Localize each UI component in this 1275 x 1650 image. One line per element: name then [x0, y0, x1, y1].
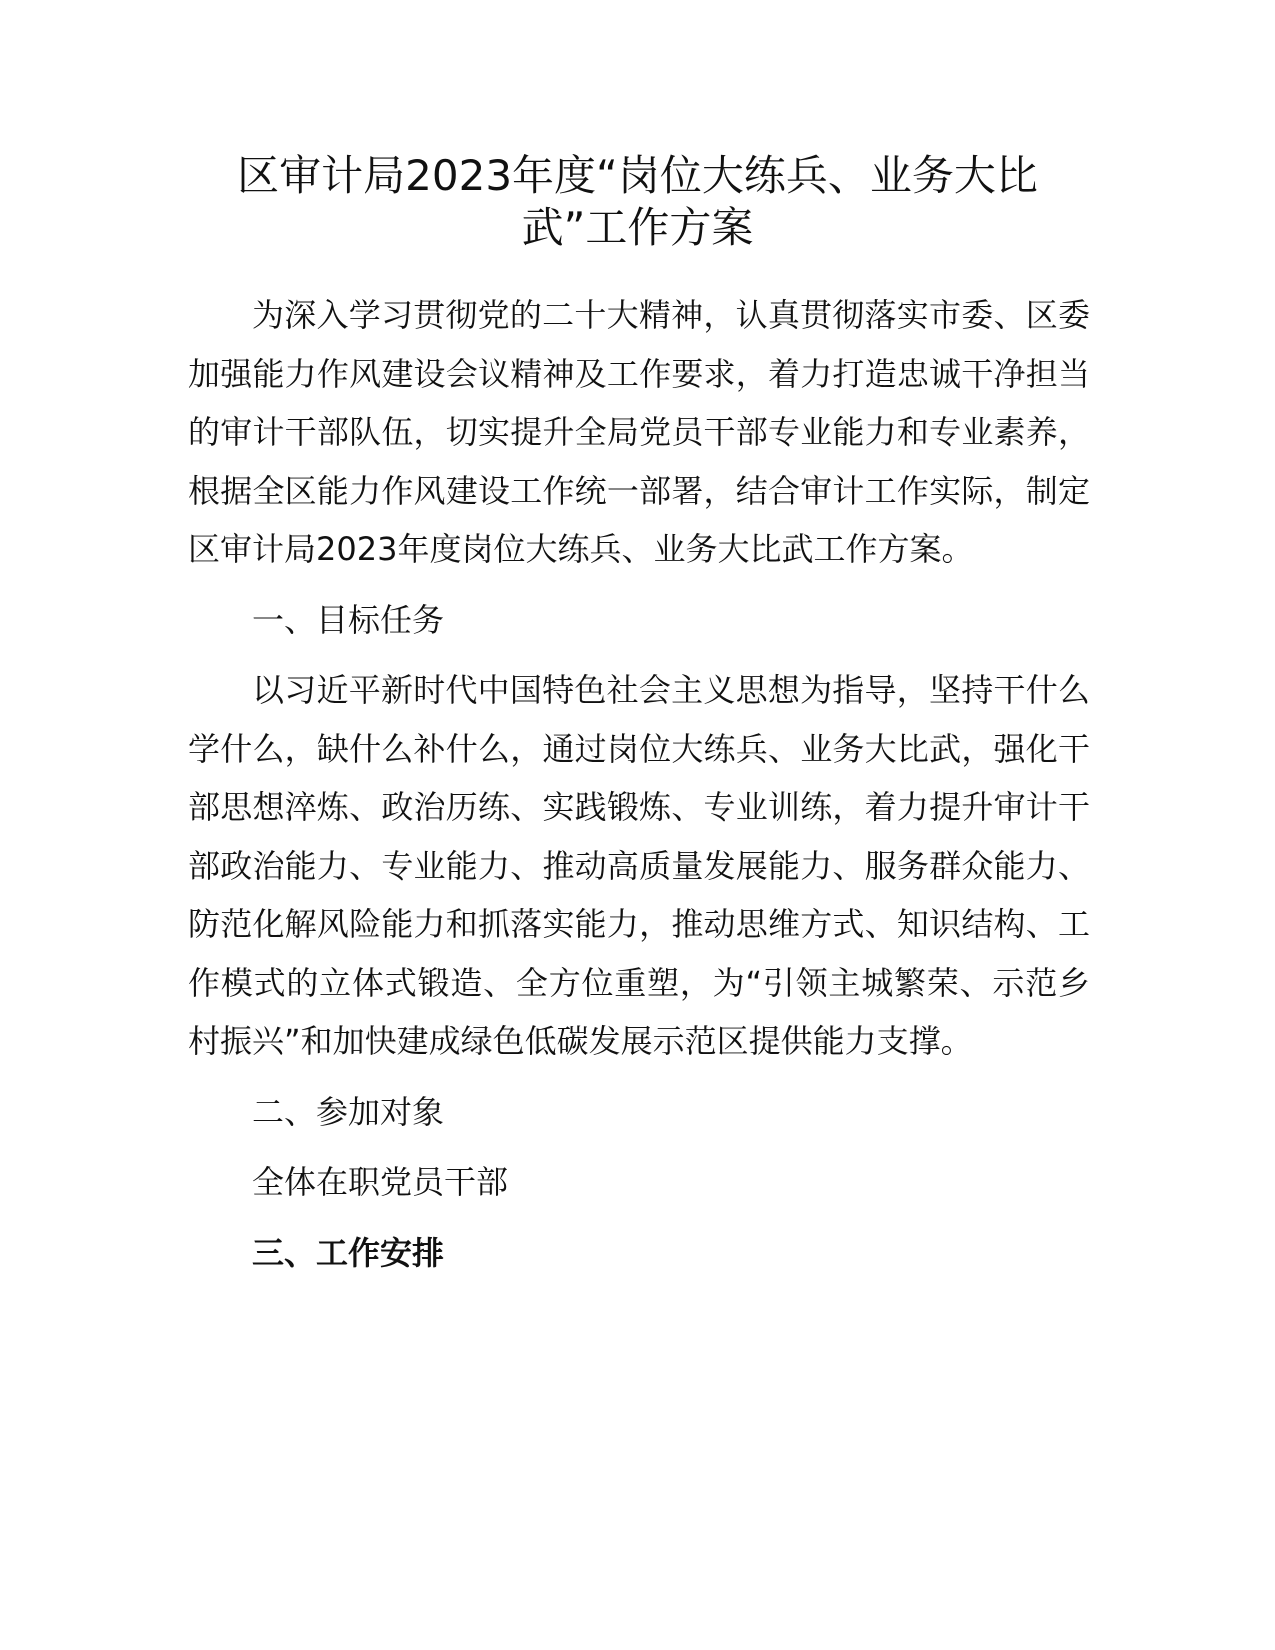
paragraph-spacer: [188, 1141, 1090, 1153]
participants-paragraph: 全体在职党员干部: [252, 1163, 509, 1201]
paragraph-spacer: [188, 1212, 1090, 1224]
document-body: [188, 286, 1090, 1282]
section-heading-arrangement: 三、工作安排: [252, 1233, 445, 1272]
paragraph-spacer: [188, 579, 1090, 591]
intro-paragraph: 为深入学习贯彻党的二十大精神，认真贯彻落实市委、区委加强能力作风建设会议精神及工作要求，着力打造忠诚干净担当的审计干部队伍，切实提升全局党员干部专业能力和专业素养，根据全区能力作风建设工作统一部署，结合审计工作实际，制定区审计局2023年度岗位大练兵、业务大比武工作方案。: [188, 296, 1090, 568]
section-heading-goals: 一、目标任务: [252, 600, 445, 639]
document-title: 区审计局2023年度“岗位大练兵、业务大比武”工作方案: [237, 151, 1038, 252]
goals-paragraph: 以习近平新时代中国特色社会主义思想为指导，坚持干什么学什么，缺什么补什么，通过岗位大练兵、业务大比武，强化干部思想淬炼、政治历练、实践锻炼、专业训练，着力提升审计干部政治能力、专业能力、推动高质量发展能力、服务群众能力、防范化解风险能力和抓落实能力，推动思维方式、知识结构、工作模式的立体式锻造、全方位重塑，为“引领主城繁荣、示范乡村振兴”和加快建成绿色低碳发展示范区提供能力支撑。: [188, 671, 1090, 1060]
paragraph-spacer: [188, 1071, 1090, 1083]
section-heading-participants: 二、参加对象: [252, 1092, 445, 1131]
paragraph-spacer: [188, 649, 1090, 661]
